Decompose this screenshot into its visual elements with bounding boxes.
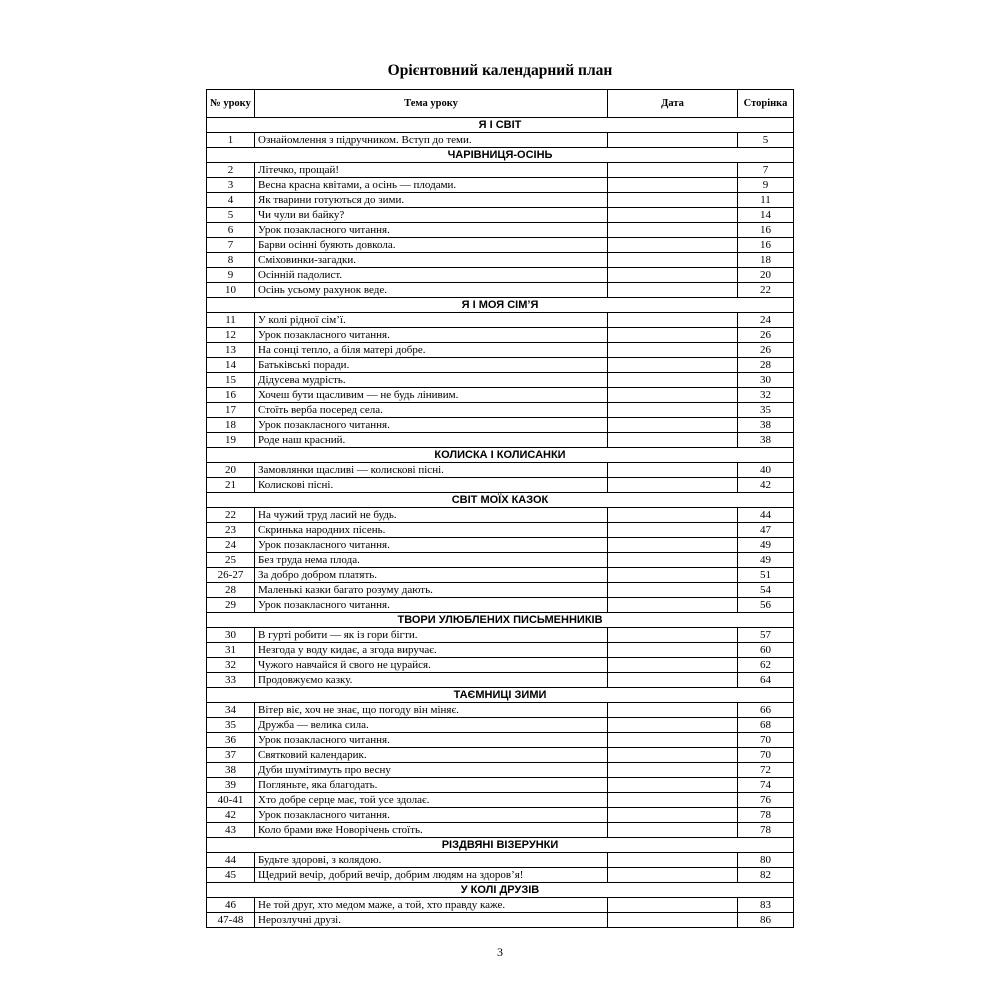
lesson-topic-cell: Урок позакласного читання. — [255, 598, 608, 613]
lesson-page-cell: 62 — [738, 658, 794, 673]
table-row — [207, 163, 794, 178]
lesson-page-cell: 78 — [738, 808, 794, 823]
lesson-topic-cell: Осінь усьому рахунок веде. — [255, 283, 608, 298]
lesson-date-cell — [608, 538, 738, 553]
lesson-topic-cell: Святковий календарик. — [255, 748, 608, 763]
lesson-topic-cell: Урок позакласного читання. — [255, 328, 608, 343]
section-row — [207, 148, 794, 163]
lesson-date-cell — [608, 343, 738, 358]
table-row — [207, 778, 794, 793]
table-row — [207, 133, 794, 148]
lesson-date-cell — [608, 868, 738, 883]
lesson-topic-cell: Весна красна квітами, а осінь — плодами. — [255, 178, 608, 193]
lesson-number-cell: 44 — [207, 853, 255, 868]
section-row — [207, 448, 794, 463]
table-row — [207, 388, 794, 403]
section-heading: Я І МОЯ СІМ’Я — [207, 298, 794, 313]
table-row — [207, 178, 794, 193]
lesson-page-cell: 40 — [738, 463, 794, 478]
lesson-topic-cell: Щедрий вечір, добрий вечір, добрим людям на здоров’я! — [255, 868, 608, 883]
lesson-topic-cell: Погляньте, яка благодать. — [255, 778, 608, 793]
section-row — [207, 688, 794, 703]
lesson-topic-cell: Осінній падолист. — [255, 268, 608, 283]
lesson-topic-cell: Продовжуємо казку. — [255, 673, 608, 688]
lesson-page-cell: 38 — [738, 433, 794, 448]
lesson-date-cell — [608, 778, 738, 793]
lesson-page-cell: 72 — [738, 763, 794, 778]
section-row — [207, 493, 794, 508]
lesson-page-cell: 42 — [738, 478, 794, 493]
lesson-number-cell: 39 — [207, 778, 255, 793]
lesson-date-cell — [608, 853, 738, 868]
lesson-date-cell — [608, 673, 738, 688]
lesson-topic-cell: Сміховинки-загадки. — [255, 253, 608, 268]
lesson-number-cell: 16 — [207, 388, 255, 403]
lesson-page-cell: 24 — [738, 313, 794, 328]
lesson-number-cell: 46 — [207, 898, 255, 913]
lesson-page-cell: 20 — [738, 268, 794, 283]
lesson-page-cell: 26 — [738, 328, 794, 343]
lesson-topic-cell: Як тварини готуються до зими. — [255, 193, 608, 208]
lesson-date-cell — [608, 823, 738, 838]
lesson-number-cell: 11 — [207, 313, 255, 328]
lesson-page-cell: 70 — [738, 733, 794, 748]
lesson-topic-cell: Ознайомлення з підручником. Вступ до теми. — [255, 133, 608, 148]
table-row — [207, 328, 794, 343]
lesson-number-cell: 24 — [207, 538, 255, 553]
lesson-number-cell: 42 — [207, 808, 255, 823]
header-topic: Тема уроку — [255, 90, 608, 118]
lesson-page-cell: 54 — [738, 583, 794, 598]
lesson-page-cell: 57 — [738, 628, 794, 643]
lesson-date-cell — [608, 418, 738, 433]
lesson-topic-cell: Будьте здорові, з колядою. — [255, 853, 608, 868]
section-heading: РІЗДВЯНІ ВІЗЕРУНКИ — [207, 838, 794, 853]
lesson-number-cell: 7 — [207, 238, 255, 253]
lesson-number-cell: 34 — [207, 703, 255, 718]
lesson-number-cell: 12 — [207, 328, 255, 343]
table-row — [207, 418, 794, 433]
lesson-number-cell: 3 — [207, 178, 255, 193]
lesson-number-cell: 43 — [207, 823, 255, 838]
lesson-number-cell: 4 — [207, 193, 255, 208]
lesson-date-cell — [608, 253, 738, 268]
lesson-date-cell — [608, 478, 738, 493]
lesson-date-cell — [608, 313, 738, 328]
lesson-page-cell: 16 — [738, 238, 794, 253]
lesson-date-cell — [608, 898, 738, 913]
lesson-number-cell: 38 — [207, 763, 255, 778]
section-heading: Я І СВІТ — [207, 118, 794, 133]
lesson-topic-cell: На сонці тепло, а біля матері добре. — [255, 343, 608, 358]
lesson-topic-cell: Не той друг, хто медом маже, а той, хто правду каже. — [255, 898, 608, 913]
calendar-plan-table — [206, 89, 794, 928]
table-row — [207, 193, 794, 208]
lesson-number-cell: 1 — [207, 133, 255, 148]
lesson-page-cell: 60 — [738, 643, 794, 658]
lesson-date-cell — [608, 628, 738, 643]
lesson-topic-cell: Без труда нема плода. — [255, 553, 608, 568]
lesson-topic-cell: Батьківські поради. — [255, 358, 608, 373]
section-heading: У КОЛІ ДРУЗІВ — [207, 883, 794, 898]
lesson-date-cell — [608, 793, 738, 808]
lesson-date-cell — [608, 193, 738, 208]
lesson-number-cell: 13 — [207, 343, 255, 358]
lesson-number-cell: 45 — [207, 868, 255, 883]
section-row — [207, 613, 794, 628]
header-date: Дата — [608, 90, 738, 118]
table-row — [207, 478, 794, 493]
header-page: Сторінка — [738, 90, 794, 118]
table-row — [207, 763, 794, 778]
lesson-date-cell — [608, 268, 738, 283]
lesson-date-cell — [608, 133, 738, 148]
lesson-topic-cell: Урок позакласного читання. — [255, 418, 608, 433]
lesson-number-cell: 36 — [207, 733, 255, 748]
lesson-date-cell — [608, 583, 738, 598]
lesson-topic-cell: Незгода у воду кидає, а згода виручає. — [255, 643, 608, 658]
lesson-number-cell: 26-27 — [207, 568, 255, 583]
lesson-number-cell: 15 — [207, 373, 255, 388]
table-body — [207, 118, 794, 928]
header-lesson-number — [207, 90, 255, 118]
table-row — [207, 403, 794, 418]
table-row — [207, 913, 794, 928]
table-row — [207, 598, 794, 613]
lesson-topic-cell: Дружба — велика сила. — [255, 718, 608, 733]
lesson-number-cell: 32 — [207, 658, 255, 673]
lesson-number-cell: 5 — [207, 208, 255, 223]
lesson-topic-cell: Вітер віє, хоч не знає, що погоду він міняє. — [255, 703, 608, 718]
lesson-page-cell: 5 — [738, 133, 794, 148]
lesson-topic-cell: За добро добром платять. — [255, 568, 608, 583]
lesson-number-cell: 37 — [207, 748, 255, 763]
lesson-topic-cell: Чи чули ви байку? — [255, 208, 608, 223]
table-row — [207, 808, 794, 823]
table-row — [207, 283, 794, 298]
lesson-page-cell: 16 — [738, 223, 794, 238]
lesson-number-cell: 21 — [207, 478, 255, 493]
table-row — [207, 463, 794, 478]
section-row — [207, 883, 794, 898]
table-row — [207, 538, 794, 553]
section-row — [207, 298, 794, 313]
lesson-page-cell: 70 — [738, 748, 794, 763]
header-lesson-number-label: № уроку — [210, 97, 251, 109]
lesson-number-cell: 17 — [207, 403, 255, 418]
section-heading: СВІТ МОЇХ КАЗОК — [207, 493, 794, 508]
lesson-page-cell: 83 — [738, 898, 794, 913]
lesson-number-cell: 14 — [207, 358, 255, 373]
lesson-topic-cell: Дуби шумітимуть про весну — [255, 763, 608, 778]
lesson-page-cell: 11 — [738, 193, 794, 208]
table-row — [207, 643, 794, 658]
section-row — [207, 838, 794, 853]
lesson-date-cell — [608, 748, 738, 763]
lesson-topic-cell: Роде наш красний. — [255, 433, 608, 448]
table-row — [207, 823, 794, 838]
table-row — [207, 868, 794, 883]
lesson-topic-cell: На чужий труд ласий не будь. — [255, 508, 608, 523]
lesson-topic-cell: Урок позакласного читання. — [255, 538, 608, 553]
lesson-date-cell — [608, 208, 738, 223]
lesson-page-cell: 18 — [738, 253, 794, 268]
lesson-number-cell: 9 — [207, 268, 255, 283]
table-row — [207, 853, 794, 868]
lesson-topic-cell: Хочеш бути щасливим — не будь лінивим. — [255, 388, 608, 403]
lesson-date-cell — [608, 598, 738, 613]
lesson-page-cell: 9 — [738, 178, 794, 193]
section-heading: ТАЄМНИЦІ ЗИМИ — [207, 688, 794, 703]
table-row — [207, 583, 794, 598]
table-row — [207, 793, 794, 808]
lesson-date-cell — [608, 763, 738, 778]
lesson-page-cell: 51 — [738, 568, 794, 583]
lesson-number-cell: 22 — [207, 508, 255, 523]
table-row — [207, 313, 794, 328]
lesson-topic-cell: Урок позакласного читання. — [255, 223, 608, 238]
lesson-page-cell: 7 — [738, 163, 794, 178]
lesson-number-cell: 35 — [207, 718, 255, 733]
lesson-topic-cell: Урок позакласного читання. — [255, 733, 608, 748]
lesson-date-cell — [608, 568, 738, 583]
table-row — [207, 208, 794, 223]
lesson-date-cell — [608, 328, 738, 343]
section-row — [207, 118, 794, 133]
lesson-topic-cell: Маленькі казки багато розуму дають. — [255, 583, 608, 598]
lesson-page-cell: 78 — [738, 823, 794, 838]
lesson-number-cell: 40-41 — [207, 793, 255, 808]
lesson-date-cell — [608, 658, 738, 673]
lesson-topic-cell: Колискові пісні. — [255, 478, 608, 493]
lesson-topic-cell: Дідусева мудрість. — [255, 373, 608, 388]
lesson-page-cell: 14 — [738, 208, 794, 223]
table-row — [207, 343, 794, 358]
table-row — [207, 733, 794, 748]
lesson-page-cell: 22 — [738, 283, 794, 298]
table-row — [207, 268, 794, 283]
lesson-page-cell: 82 — [738, 868, 794, 883]
lesson-number-cell: 31 — [207, 643, 255, 658]
lesson-number-cell: 28 — [207, 583, 255, 598]
lesson-number-cell: 10 — [207, 283, 255, 298]
table-row — [207, 238, 794, 253]
lesson-date-cell — [608, 238, 738, 253]
lesson-date-cell — [608, 223, 738, 238]
lesson-page-cell: 86 — [738, 913, 794, 928]
lesson-number-cell: 29 — [207, 598, 255, 613]
lesson-date-cell — [608, 403, 738, 418]
lesson-page-cell: 49 — [738, 553, 794, 568]
table-row — [207, 703, 794, 718]
table-row — [207, 523, 794, 538]
lesson-page-cell: 44 — [738, 508, 794, 523]
lesson-page-cell: 30 — [738, 373, 794, 388]
lesson-topic-cell: Скринька народних пісень. — [255, 523, 608, 538]
lesson-number-cell: 8 — [207, 253, 255, 268]
lesson-page-cell: 47 — [738, 523, 794, 538]
lesson-page-cell: 49 — [738, 538, 794, 553]
lesson-topic-cell: Нерозлучні друзі. — [255, 913, 608, 928]
lesson-date-cell — [608, 358, 738, 373]
lesson-topic-cell: Замовлянки щасливі — колискові пісні. — [255, 463, 608, 478]
lesson-number-cell: 25 — [207, 553, 255, 568]
lesson-topic-cell: Барви осінні буяють довкола. — [255, 238, 608, 253]
lesson-topic-cell: Урок позакласного читання. — [255, 808, 608, 823]
lesson-number-cell: 20 — [207, 463, 255, 478]
lesson-page-cell: 74 — [738, 778, 794, 793]
table-row — [207, 373, 794, 388]
lesson-date-cell — [608, 163, 738, 178]
table-row — [207, 673, 794, 688]
lesson-date-cell — [608, 523, 738, 538]
section-heading: ЧАРІВНИЦЯ-ОСІНЬ — [207, 148, 794, 163]
table-row — [207, 568, 794, 583]
lesson-date-cell — [608, 433, 738, 448]
lesson-page-cell: 38 — [738, 418, 794, 433]
lesson-page-cell: 64 — [738, 673, 794, 688]
section-heading: КОЛИСКА І КОЛИСАНКИ — [207, 448, 794, 463]
lesson-date-cell — [608, 283, 738, 298]
lesson-page-cell: 35 — [738, 403, 794, 418]
table-row — [207, 748, 794, 763]
table-row — [207, 658, 794, 673]
section-heading: ТВОРИ УЛЮБЛЕНИХ ПИСЬМЕННИКІВ — [207, 613, 794, 628]
lesson-date-cell — [608, 718, 738, 733]
lesson-date-cell — [608, 913, 738, 928]
lesson-topic-cell: У колі рідної сім’ї. — [255, 313, 608, 328]
lesson-page-cell: 56 — [738, 598, 794, 613]
table-row — [207, 718, 794, 733]
lesson-date-cell — [608, 643, 738, 658]
table-row — [207, 508, 794, 523]
lesson-page-cell: 66 — [738, 703, 794, 718]
table-row — [207, 358, 794, 373]
lesson-topic-cell: Літечко, прощай! — [255, 163, 608, 178]
lesson-date-cell — [608, 178, 738, 193]
lesson-page-cell: 26 — [738, 343, 794, 358]
lesson-page-cell: 76 — [738, 793, 794, 808]
lesson-topic-cell: Стоїть верба посеред села. — [255, 403, 608, 418]
lesson-topic-cell: В гурті робити — як із гори бігти. — [255, 628, 608, 643]
lesson-date-cell — [608, 508, 738, 523]
table-row — [207, 553, 794, 568]
lesson-number-cell: 33 — [207, 673, 255, 688]
table-row — [207, 898, 794, 913]
lesson-date-cell — [608, 463, 738, 478]
lesson-page-cell: 68 — [738, 718, 794, 733]
lesson-number-cell: 6 — [207, 223, 255, 238]
table-row — [207, 628, 794, 643]
lesson-number-cell: 18 — [207, 418, 255, 433]
lesson-date-cell — [608, 553, 738, 568]
table-row — [207, 223, 794, 238]
lesson-page-cell: 32 — [738, 388, 794, 403]
table-header-row — [207, 90, 794, 118]
page-number: 3 — [497, 945, 503, 959]
lesson-number-cell: 23 — [207, 523, 255, 538]
lesson-date-cell — [608, 388, 738, 403]
lesson-topic-cell: Коло брами вже Новорічень стоїть. — [255, 823, 608, 838]
lesson-number-cell: 47-48 — [207, 913, 255, 928]
lesson-page-cell: 80 — [738, 853, 794, 868]
lesson-number-cell: 19 — [207, 433, 255, 448]
lesson-date-cell — [608, 703, 738, 718]
page-title: Орієнтовний календарний план — [387, 62, 613, 79]
lesson-date-cell — [608, 733, 738, 748]
lesson-number-cell: 2 — [207, 163, 255, 178]
lesson-topic-cell: Хто добре серце має, той усе здолає. — [255, 793, 608, 808]
table-row — [207, 433, 794, 448]
lesson-date-cell — [608, 373, 738, 388]
lesson-page-cell: 28 — [738, 358, 794, 373]
lesson-date-cell — [608, 808, 738, 823]
lesson-topic-cell: Чужого навчайся й свого не цурайся. — [255, 658, 608, 673]
lesson-number-cell: 30 — [207, 628, 255, 643]
table-row — [207, 253, 794, 268]
